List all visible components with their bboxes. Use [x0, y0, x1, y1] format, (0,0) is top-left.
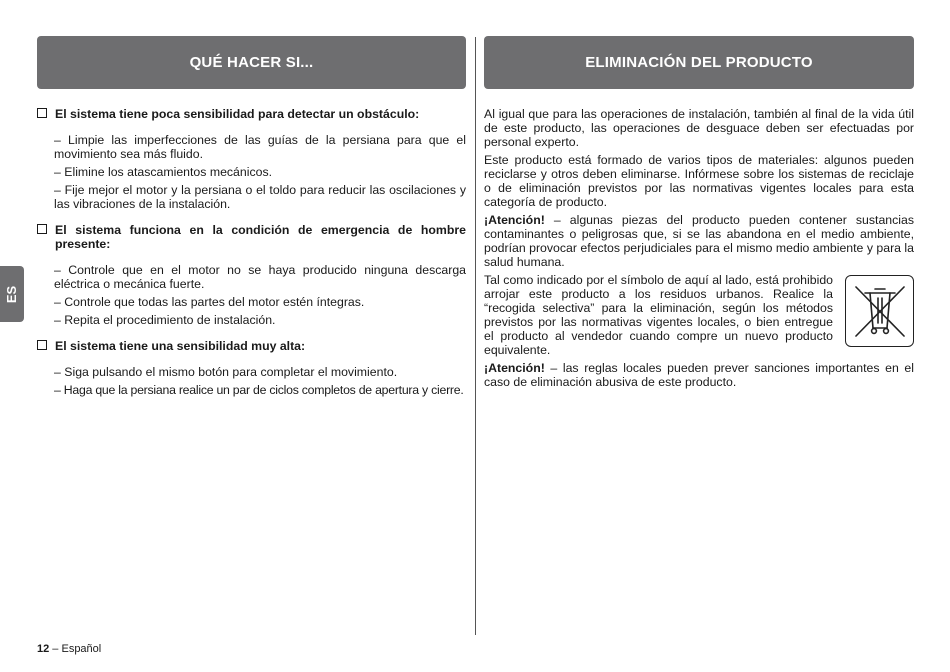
troubleshooting-answer: – Repita el procedimiento de instalación. — [54, 313, 276, 327]
column-divider — [475, 37, 476, 635]
checkbox-bullet-icon — [37, 224, 47, 234]
disposal-warning-paragraph: ¡Atención! – las reglas locales pueden prever sanciones importantes en el caso de eliminación abusiva de este producto. — [484, 361, 914, 389]
troubleshooting-column — [37, 107, 466, 401]
disposal-column — [484, 107, 914, 393]
warning-label: ¡Atención! — [484, 361, 545, 375]
footer-language: – Español — [49, 643, 102, 655]
left-section-header — [37, 36, 466, 89]
language-tab-label: ES — [4, 285, 20, 303]
right-section-title: ELIMINACIÓN DEL PRODUCTO — [585, 54, 813, 71]
troubleshooting-question: El sistema funciona en la condición de emergencia de hombre presente: — [37, 223, 466, 251]
disposal-paragraph: Este producto está formado de varios tipos de materiales: algunos pueden reciclarse y otros deben eliminarse. Infórmese sobre los sistemas de reciclaje o de eliminación previstos por las normativas vigentes locales para esta categoría de producto. — [484, 153, 914, 209]
disposal-paragraph: Tal como indicado por el símbolo de aquí al lado, está prohibido arrojar este producto a los residuos urbanos. Realice la “recogida selectiva” para la eliminación, según los métodos previstos por las normativas vigentes locales, o bien entregue el producto al vendedor cuando compre un nuevo producto equivalente. — [484, 273, 833, 357]
troubleshooting-answer: – Controle que todas las partes del motor estén íntegras. — [54, 295, 365, 309]
crossed-out-wheelie-bin-icon — [845, 275, 914, 347]
language-tab — [0, 266, 24, 322]
checkbox-bullet-icon — [37, 340, 47, 350]
troubleshooting-answer: – Haga que la persiana realice un par de ciclos completos de apertura y cierre. — [54, 383, 464, 397]
page-footer — [37, 643, 101, 655]
troubleshooting-answer: – Controle que en el motor no se haya producido ninguna descarga eléctrica o mecánica fuerte. — [54, 263, 466, 291]
disposal-paragraph: Al igual que para las operaciones de instalación, también al final de la vida útil de este producto, las operaciones de desguace deben ser efectuadas por personal experto. — [484, 107, 914, 149]
page-number: 12 — [37, 643, 50, 655]
left-section-title: QUÉ HACER SI... — [189, 54, 314, 71]
right-section-header — [484, 36, 914, 89]
recycling-symbol-row — [484, 273, 914, 357]
troubleshooting-answer: – Elimine los atascamientos mecánicos. — [54, 165, 273, 179]
disposal-warning-paragraph: ¡Atención! – algunas piezas del producto pueden contener sustancias contaminantes o peligrosas que, si se las abandona en el medio ambiente, podrían provocar efectos perjudiciales para el mismo medio ambiente y para la salud humana. — [484, 213, 914, 269]
troubleshooting-answer: – Fije mejor el motor y la persiana o el toldo para reducir las oscilaciones y las vibraciones de la instalación. — [54, 183, 466, 211]
troubleshooting-answer: – Limpie las imperfecciones de las guías de la persiana para que el movimiento sea más fluido. — [54, 133, 466, 161]
troubleshooting-question: El sistema tiene poca sensibilidad para detectar un obstáculo: — [37, 107, 466, 121]
troubleshooting-answer: – Siga pulsando el mismo botón para completar el movimiento. — [54, 365, 398, 379]
warning-label: ¡Atención! — [484, 213, 545, 227]
troubleshooting-question: El sistema tiene una sensibilidad muy alta: — [37, 339, 466, 353]
checkbox-bullet-icon — [37, 108, 47, 118]
